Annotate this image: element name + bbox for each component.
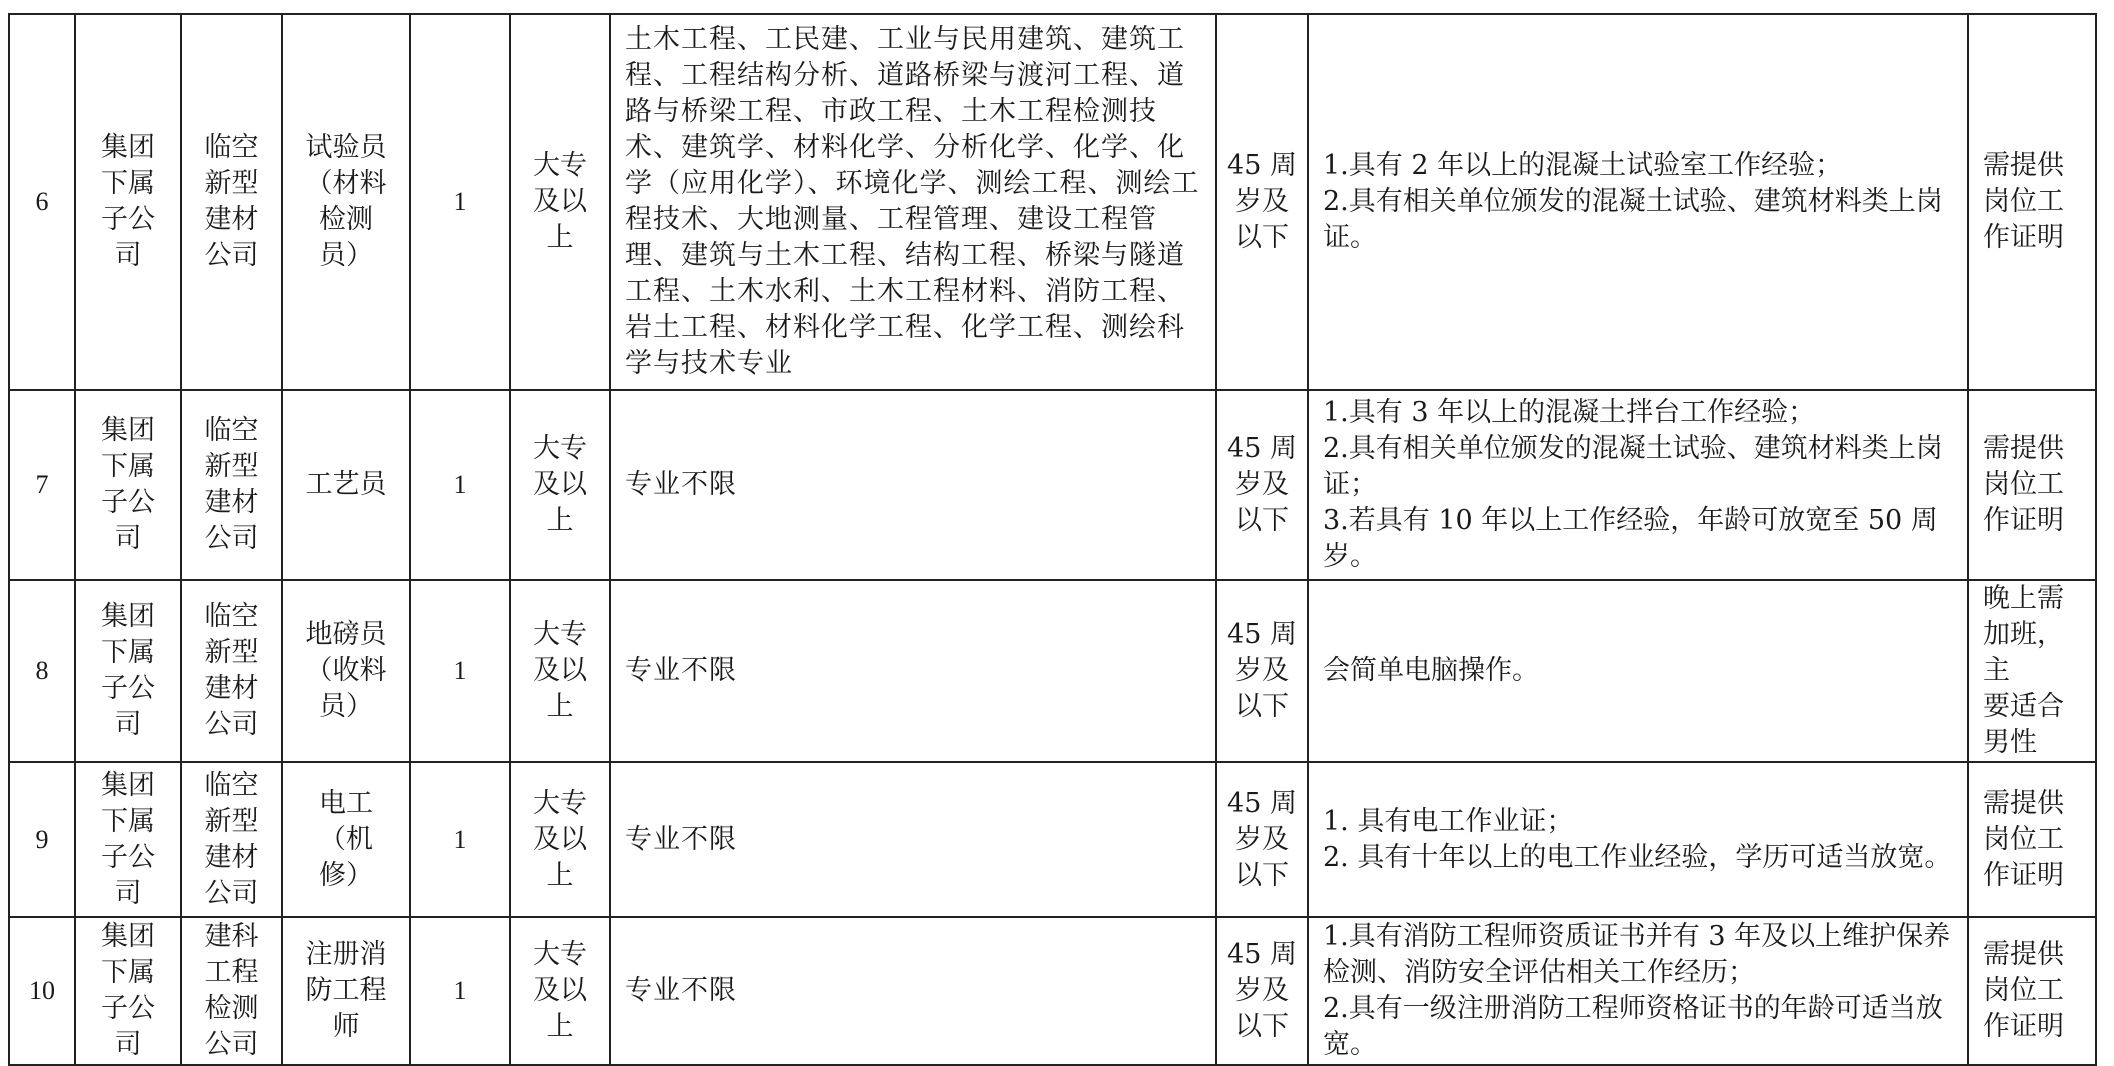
headcount-cell: 1	[410, 580, 510, 762]
company-cell-line: 公司	[204, 523, 259, 554]
age-cell-line: 以下	[1235, 859, 1289, 891]
age-cell-line: 岁及	[1235, 823, 1289, 855]
position-cell-line: 员）	[319, 240, 373, 271]
unit-cell-line: 子公	[101, 841, 155, 873]
unit-cell	[75, 762, 181, 917]
company-cell-line: 临空	[204, 601, 259, 632]
education-cell-line: 上	[546, 691, 574, 722]
age-cell-line: 以下	[1235, 691, 1289, 722]
company-cell-line: 建材	[204, 487, 259, 518]
requirements-cell-line: 2.具有相关单位颁发的混凝土试验、建筑材料类上岗证；	[1323, 433, 1943, 500]
position-cell-line: 防工程	[305, 975, 387, 1006]
major-cell: 专业不限	[610, 580, 1216, 762]
note-cell-line: 作证明	[1983, 505, 2064, 536]
education-cell-line: 及以	[533, 975, 587, 1006]
note-cell-line: 加班，主	[1983, 619, 2064, 686]
unit-cell-line: 司	[114, 1029, 142, 1060]
recruitment-table	[8, 13, 2097, 1066]
education-cell-line: 上	[546, 222, 574, 253]
unit-cell-line: 司	[114, 709, 142, 740]
unit-cell-line: 集团	[101, 769, 155, 801]
education-cell-line: 大专	[533, 150, 587, 181]
note-cell-line: 岗位工	[1983, 823, 2064, 855]
position-cell	[282, 14, 410, 390]
unit-cell-line: 集团	[101, 415, 155, 446]
table-row	[9, 917, 2096, 1065]
note-cell-line: 作证明	[1983, 859, 2064, 891]
unit-cell-line: 下属	[101, 637, 155, 668]
company-cell	[181, 917, 282, 1065]
age-cell-line: 以下	[1235, 222, 1289, 253]
company-cell-line: 工程	[204, 957, 259, 988]
age-cell	[1216, 762, 1308, 917]
note-cell	[1968, 580, 2096, 762]
requirements-cell	[1308, 762, 1968, 917]
note-cell-line: 男性	[1983, 727, 2037, 758]
company-cell-line: 公司	[204, 709, 259, 740]
position-cell-line: 工艺员	[305, 469, 387, 500]
requirements-cell	[1308, 14, 1968, 390]
note-cell-line: 需提供	[1983, 787, 2064, 819]
education-cell-line: 及以	[533, 823, 587, 855]
row-number-cell: 6	[9, 14, 75, 390]
education-cell-line: 及以	[533, 469, 587, 500]
company-cell	[181, 14, 282, 390]
company-cell-line: 临空	[204, 769, 259, 801]
table-row	[9, 390, 2096, 580]
table-row	[9, 762, 2096, 917]
table-row	[9, 580, 2096, 762]
major-cell: 专业不限	[610, 917, 1216, 1065]
education-cell	[510, 580, 610, 762]
age-cell-line: 岁及	[1235, 186, 1289, 217]
table-row	[9, 14, 2096, 390]
note-cell	[1968, 917, 2096, 1065]
note-cell	[1968, 14, 2096, 390]
age-cell-line: 45 周	[1227, 150, 1297, 181]
education-cell	[510, 762, 610, 917]
company-cell	[181, 580, 282, 762]
age-cell-line: 45 周	[1227, 939, 1297, 970]
unit-cell	[75, 580, 181, 762]
requirements-cell-line: 3.若具有 10 年以上工作经验，年龄可放宽至 50 周岁。	[1323, 505, 1938, 572]
age-cell-line: 以下	[1235, 505, 1289, 536]
age-cell-line: 岁及	[1235, 655, 1289, 686]
position-cell-line: （收料	[305, 655, 387, 686]
position-cell-line: 试验员	[305, 132, 387, 163]
education-cell-line: 上	[546, 859, 574, 891]
unit-cell-line: 集团	[101, 132, 155, 163]
requirements-cell	[1308, 580, 1968, 762]
requirements-cell-line: 2.具有相关单位颁发的混凝土试验、建筑材料类上岗证。	[1323, 186, 1943, 253]
requirements-cell-line: 会简单电脑操作。	[1323, 655, 1539, 686]
company-cell-line: 临空	[204, 415, 259, 446]
education-cell-line: 大专	[533, 433, 587, 464]
note-cell-line: 岗位工	[1983, 975, 2064, 1006]
requirements-cell	[1308, 390, 1968, 580]
company-cell-line: 新型	[204, 805, 259, 837]
requirements-cell-line: 2. 具有十年以上的电工作业经验，学历可适当放宽。	[1323, 841, 1952, 873]
headcount-cell: 1	[410, 762, 510, 917]
row-number-cell: 7	[9, 390, 75, 580]
education-cell-line: 大专	[533, 787, 587, 819]
unit-cell-line: 子公	[101, 993, 155, 1024]
company-cell-line: 新型	[204, 168, 259, 199]
company-cell-line: 新型	[204, 637, 259, 668]
unit-cell-line: 下属	[101, 805, 155, 837]
position-cell	[282, 580, 410, 762]
note-cell-line: 需提供	[1983, 433, 2064, 464]
company-cell-line: 公司	[204, 877, 259, 909]
education-cell-line: 及以	[533, 655, 587, 686]
headcount-cell: 1	[410, 14, 510, 390]
unit-cell-line: 司	[114, 877, 142, 909]
education-cell-line: 大专	[533, 939, 587, 970]
major-cell: 专业不限	[610, 390, 1216, 580]
unit-cell-line: 司	[114, 240, 142, 271]
note-cell-line: 岗位工	[1983, 186, 2064, 217]
company-cell-line: 建材	[204, 841, 259, 873]
requirements-cell-line: 1.具有消防工程师资质证书并有 3 年及以上维护保养检测、消防安全评估相关工作经历；	[1323, 921, 1951, 988]
unit-cell	[75, 917, 181, 1065]
row-number-cell: 9	[9, 762, 75, 917]
unit-cell-line: 集团	[101, 601, 155, 632]
company-cell-line: 临空	[204, 132, 259, 163]
unit-cell-line: 子公	[101, 204, 155, 235]
position-cell-line: 员）	[319, 691, 373, 722]
position-cell-line: 修）	[319, 859, 373, 891]
company-cell-line: 新型	[204, 451, 259, 482]
unit-cell-line: 司	[114, 523, 142, 554]
note-cell-line: 作证明	[1983, 222, 2064, 253]
position-cell-line: 地磅员	[305, 619, 387, 650]
note-cell-line: 作证明	[1983, 1011, 2064, 1042]
unit-cell-line: 子公	[101, 487, 155, 518]
position-cell-line: 检测	[319, 204, 373, 235]
position-cell-line: 电工	[319, 787, 373, 819]
age-cell-line: 45 周	[1227, 433, 1297, 464]
company-cell	[181, 762, 282, 917]
position-cell-line: （材料	[305, 168, 387, 199]
education-cell	[510, 917, 610, 1065]
row-number-cell: 8	[9, 580, 75, 762]
education-cell-line: 及以	[533, 186, 587, 217]
note-cell	[1968, 390, 2096, 580]
requirements-cell-line: 1.具有 2 年以上的混凝土试验室工作经验；	[1323, 150, 1843, 181]
position-cell-line: （机	[319, 823, 373, 855]
age-cell-line: 以下	[1235, 1011, 1289, 1042]
position-cell	[282, 762, 410, 917]
requirements-cell-line: 1.具有 3 年以上的混凝土拌台工作经验；	[1323, 397, 1816, 428]
major-cell: 土木工程、工民建、工业与民用建筑、建筑工程、工程结构分析、道路桥梁与渡河工程、道路与桥梁工程、市政工程、土木工程检测技术、建筑学、材料化学、分析化学、化学、化学（应用化学）、环境化学、测绘工程、测绘工程技术、大地测量、工程管理、建设工程管理、建筑与土木工程、结构工程、桥梁与隧道工程、土木水利、土木工程材料、消防工程、岩土工程、材料化学工程、化学工程、测绘科学与技术专业	[610, 14, 1216, 390]
age-cell-line: 45 周	[1227, 787, 1297, 819]
unit-cell-line: 集团	[101, 921, 155, 952]
company-cell-line: 公司	[204, 1029, 259, 1060]
company-cell-line: 建材	[204, 673, 259, 704]
unit-cell	[75, 14, 181, 390]
education-cell	[510, 14, 610, 390]
unit-cell-line: 下属	[101, 451, 155, 482]
company-cell	[181, 390, 282, 580]
requirements-cell-line: 2.具有一级注册消防工程师资格证书的年龄可适当放宽。	[1323, 993, 1943, 1060]
age-cell	[1216, 917, 1308, 1065]
note-cell-line: 岗位工	[1983, 469, 2064, 500]
row-number-cell: 10	[9, 917, 75, 1065]
company-cell-line: 建材	[204, 204, 259, 235]
education-cell-line: 上	[546, 505, 574, 536]
age-cell-line: 岁及	[1235, 469, 1289, 500]
headcount-cell: 1	[410, 390, 510, 580]
requirements-cell-line: 1. 具有电工作业证；	[1323, 805, 1574, 837]
position-cell	[282, 390, 410, 580]
unit-cell	[75, 390, 181, 580]
position-cell-line: 注册消	[305, 939, 387, 970]
requirements-cell	[1308, 917, 1968, 1065]
unit-cell-line: 下属	[101, 168, 155, 199]
age-cell-line: 45 周	[1227, 619, 1297, 650]
age-cell	[1216, 390, 1308, 580]
headcount-cell: 1	[410, 917, 510, 1065]
table-body	[9, 14, 2096, 1065]
unit-cell-line: 下属	[101, 957, 155, 988]
education-cell-line: 大专	[533, 619, 587, 650]
unit-cell-line: 子公	[101, 673, 155, 704]
position-cell	[282, 917, 410, 1065]
note-cell-line: 需提供	[1983, 150, 2064, 181]
age-cell-line: 岁及	[1235, 975, 1289, 1006]
note-cell-line: 要适合	[1983, 691, 2064, 722]
major-cell: 专业不限	[610, 762, 1216, 917]
note-cell	[1968, 762, 2096, 917]
company-cell-line: 建科	[204, 921, 259, 952]
note-cell-line: 晚上需	[1983, 583, 2064, 614]
company-cell-line: 公司	[204, 240, 259, 271]
note-cell-line: 需提供	[1983, 939, 2064, 970]
education-cell-line: 上	[546, 1011, 574, 1042]
education-cell	[510, 390, 610, 580]
age-cell	[1216, 580, 1308, 762]
position-cell-line: 师	[332, 1011, 360, 1042]
age-cell	[1216, 14, 1308, 390]
company-cell-line: 检测	[204, 993, 259, 1024]
